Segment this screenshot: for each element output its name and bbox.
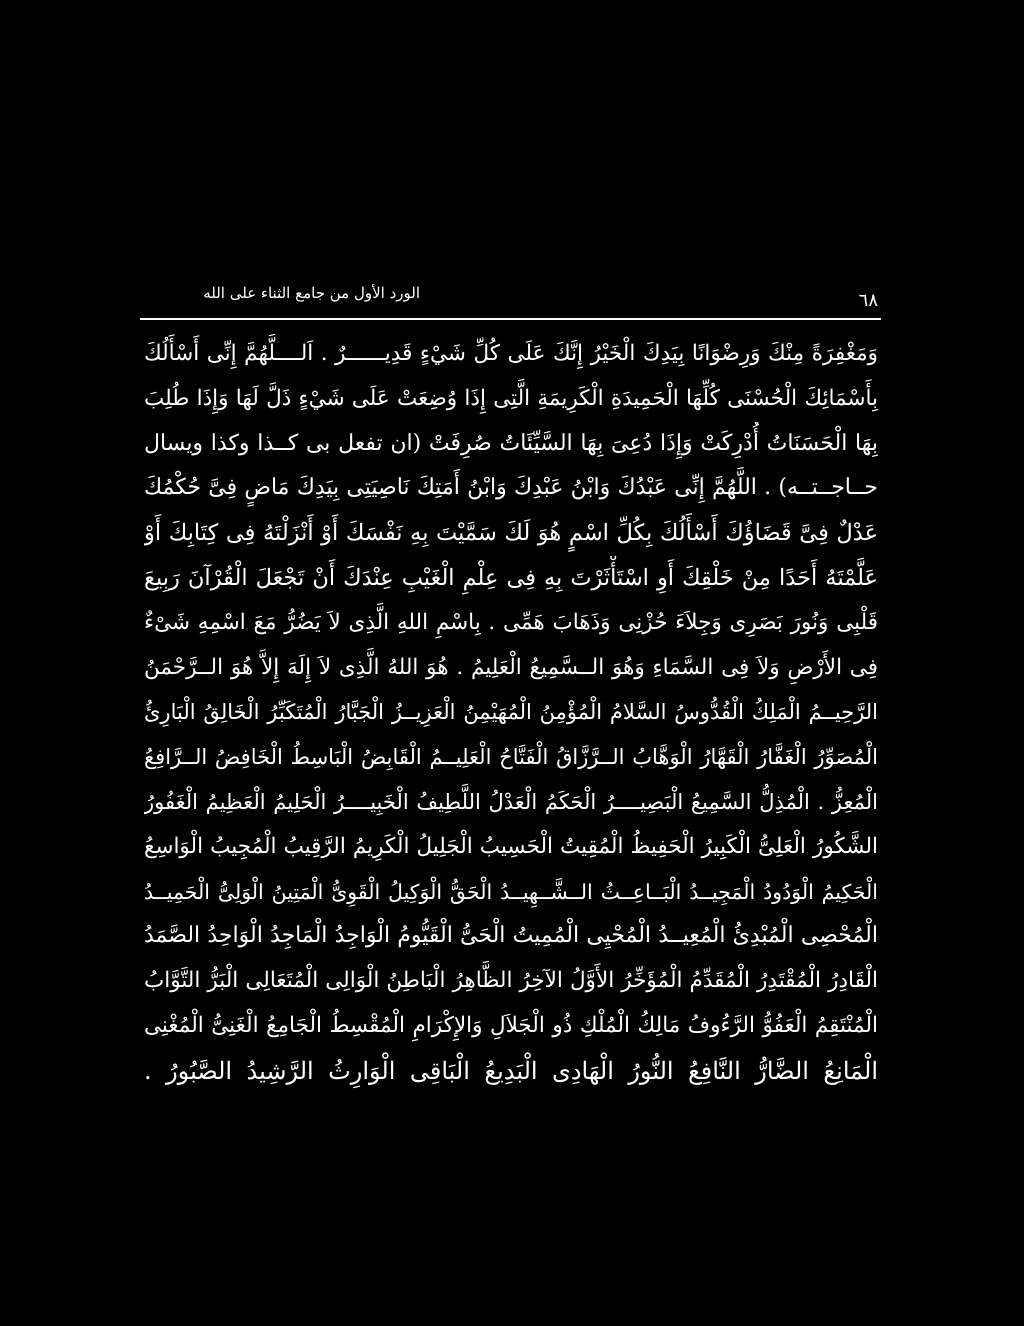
text-line: فِى الأَرْضِ وَلاَ فِى السَّمَاءِ وَهُوَ الــسَّمِيعُ الْعَلِيمُ . هُوَ اللهُ الَّذِى لاَ إِلَهَ إِلاَّ هُوَ الــرَّحْمَنُ <box>144 654 878 680</box>
text-line: وَمَغْفِرَةً مِنْكَ وَرِضْوَانًا بِيَدِكَ الْخَيْرُ إِنَّكَ عَلَى كُلِّ شَيْءٍ قَدِيــــــرٌ . اَلــــلَّهُمَّ إِنِّى أَسْأَلُكَ <box>144 341 878 366</box>
text-line: الْقَادِرُ الْمُقْتَدِرُ الْمُقَدِّمُ الْمُؤَخِّرُ الأَوَّلُ الآخِرُ الظَّاهِرُ الْبَاطِنُ الْوَالِى الْمُتَعَالِى الْبَرُّ التَّوَّابُ <box>144 968 878 994</box>
header-divider <box>140 318 881 320</box>
text-line: الْحَكِيمُ الْوَدُودُ الْمَجِيــدُ الْبَــاعِــثُ الــشَّــهِيــدُ الْحَقُّ الْوَكِيلُ الْقَوِىُّ الْمَتِينُ الْوَلِىُّ الْحَمِيــدُ <box>144 879 878 904</box>
page-number: ٦٨ <box>858 290 878 311</box>
text-line: قَلْبِى وَنُورَ بَصَرِى وَجِلاَءَ حُزْنِى وَذَهَابَ هَمِّى . بِاسْمِ اللهِ الَّذِى لاَ يَضُرُّ مَعَ اسْمِهِ شَىْءٌ <box>144 609 878 635</box>
text-line: الْمُعِزُّ . الْمُذِلُّ السَّمِيعُ الْبَصِيــــرُ الْحَكَمُ الْعَدْلُ اللَّطِيفُ الْخَبِيــــرُ الْحَلِيمُ الْعَظِيمُ الْغَفُورُ <box>144 789 878 814</box>
text-line: الرَّحِيــمُ الْمَلِكُ الْقُدُّوسُ السَّلامُ الْمُؤْمِنُ الْمُهَيْمِنُ الْعَزِيــزُ الْجَبَّارُ الْمُتَكَبِّرُ الْخَالِقُ الْبَارِئُ <box>144 700 878 725</box>
running-title: الورد الأول من جامع الثناء على الله <box>203 284 420 302</box>
text-line: عَدْلٌ فِىَّ قَضَاؤُكَ أَسْأَلُكَ بِكُلِّ اسْمٍ هُوَ لَكَ سَمَّيْتَ بِهِ نَفْسَكَ أَوْ أَنْزَلْتَهُ فِى كِتَابِكَ أَوْ <box>144 520 878 547</box>
text-line: الشَّكُورُ الْعَلِىُّ الْكَبِيرُ الْحَفِيظُ الْمُقِيتُ الْحَسِيبُ الْجَلِيلُ الْكَرِيمُ الرَّقِيبُ الْمُجِيبُ الْوَاسِعُ <box>144 833 878 859</box>
text-line: الْمُصَوِّرُ الْغَفَّارُ الْقَهَّارُ الْوَهَّابُ الــرَّزَّاقُ الْفَتَّاحُ الْعَلِيــمُ الْقَابِضُ الْبَاسِطُ الْخَافِضُ الــرَّافِعُ <box>144 745 878 770</box>
text-line: الْمُنْتَقِمُ الْعَفُوُّ الرَّءُوفُ مَالِكُ الْمُلْكِ ذُو الْجَلاَلِ وَالإِكْرَامِ الْمُقْسِطُ الْجَامِعُ الْغَنِىُّ الْمُغْنِى <box>144 1012 878 1038</box>
text-line: حــاجــتــه) . اللَّهُمَّ إِنِّى عَبْدُكَ وَابْنُ عَبْدِكَ وَابْنُ أَمَتِكَ نَاصِيَتِى بِيَدِكَ مَاضٍ فِىَّ حُكْمُكَ <box>144 475 878 501</box>
text-line: بِهَا الْحَسَنَاتُ أُدْرِكَتْ وَإِذَا دُعِىَ بِهَا السَّيِّئَاتُ صُرِفَتْ (ان تفعل بى كــذا وكذا ويسال <box>144 430 878 456</box>
text-line: عَلَّمْتَهُ أَحَدًا مِنْ خَلْقِكَ أَوِ اسْتَأْثَرْتَ بِهِ فِى عِلْمِ الْغَيْبِ عِنْدَكَ أَنْ تَجْعَلَ الْقُرْآنَ رَبِيعَ <box>144 564 878 591</box>
body-text <box>144 332 878 1094</box>
text-line: بِأَسْمَائِكَ الْحُسْنَى كُلِّهَا الْحَمِيدَةِ الْكَرِيمَةِ الَّتِى إِذَا وُضِعَتْ عَلَى شَيْءٍ ذَلَّ لَهَا وَإِذَا طُلِبَ <box>144 385 878 411</box>
text-line: الْمُحْصِى الْمُبْدِئُ الْمُعِيــدُ الْمُحْيِى الْمُمِيتُ الْحَىُّ الْقَيُّومُ الْوَاجِدُ الْمَاجِدُ الْوَاحِدُ الصَّمَدُ <box>144 923 878 949</box>
text-line: الْمَانِعُ الضَّارُّ النَّافِعُ النُّورُ الْهَادِى الْبَدِيعُ الْبَاقِى الْوَارِثُ الرَّشِيدُ الصَّبُورُ . <box>144 1056 878 1085</box>
